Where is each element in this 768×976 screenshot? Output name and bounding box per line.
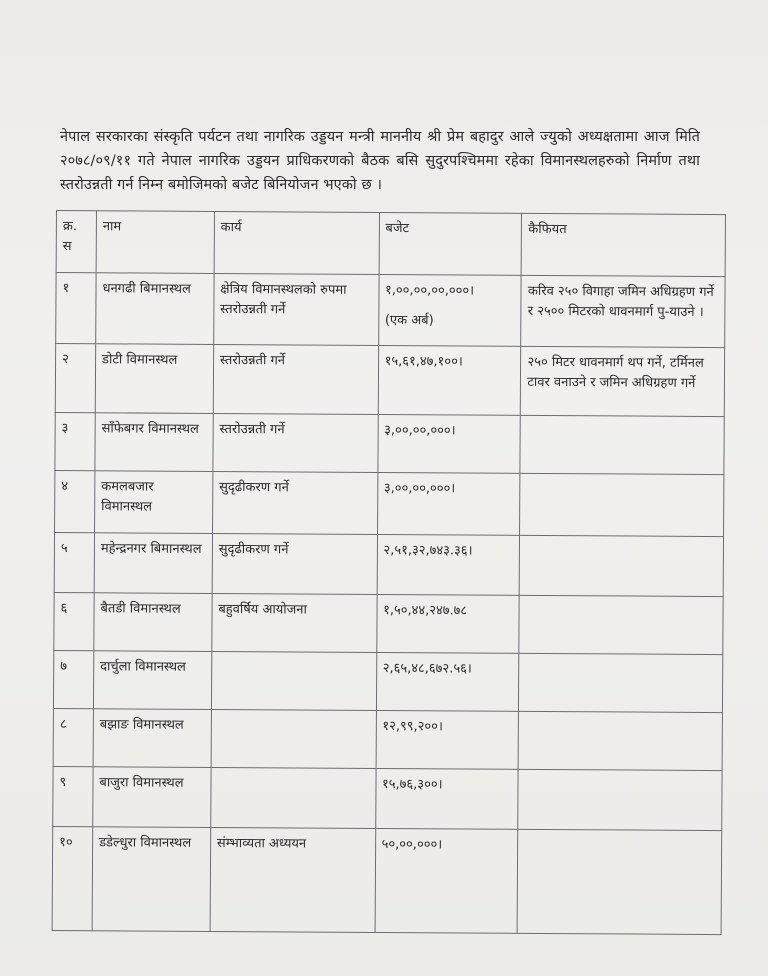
- row-airport-name: धनगढी बिमानस्थल: [96, 273, 214, 345]
- row-work: [211, 651, 376, 710]
- row-serial-number: ८: [53, 708, 93, 766]
- table-row: [56, 273, 725, 348]
- table-row: [55, 412, 724, 474]
- intro-paragraph: नेपाल सरकारका संस्कृति पर्यटन तथा नागरिक उड्डयन मन्त्री माननीय श्री प्रेम बहादुर आले ज्युको अध्यक्षतामा आज मिति २०७८/०९/११ गते नेपाल नागरिक उड्डयन प्राधिकरणको बैठक बसि सुदुरपश्चिममा रहेका विमानस्थलहरुको निर्माण तथा स्तरोउन्नती गर्न निम्न बमोजिमको बजेट बिनियोजन भएको छ ।: [60, 128, 700, 193]
- row-budget-amount: ३,००,००,०००।: [377, 472, 520, 535]
- row-work: बहुवर्षिय आयोजना: [212, 593, 377, 652]
- header-remark: कैफियत: [522, 213, 726, 276]
- row-remark: करिव २५० विगाहा जमिन अधिग्रहण गर्ने र २५०० मिटरको धावनमार्ग पु-याउने ।: [521, 275, 725, 347]
- row-budget-amount: १५,७६,३००।: [375, 768, 518, 829]
- table-row: [52, 826, 722, 934]
- row-work: स्तरोउन्नती गर्ने: [213, 344, 378, 414]
- row-airport-name: डोटी विमानस्थल: [95, 344, 213, 414]
- row-work: [211, 767, 376, 828]
- row-airport-name: कमलबजार विमानस्थल: [94, 471, 212, 534]
- row-serial-number: ३: [55, 412, 95, 470]
- row-work: सुदृढीकरण गर्ने: [212, 533, 377, 594]
- row-work: सुदृढीकरण गर्ने: [212, 471, 377, 534]
- table-header-row: [56, 211, 725, 277]
- header-budget: बजेट: [379, 212, 522, 275]
- table-row: [55, 344, 724, 417]
- header-work: कार्य: [214, 211, 379, 274]
- row-budget-amount: १,५०,४४,२४७.७८: [376, 594, 519, 653]
- row-serial-number: १: [56, 273, 96, 344]
- row-serial-number: ९: [53, 766, 93, 826]
- header-name: नाम: [96, 211, 214, 274]
- table-row: [55, 470, 724, 536]
- row-airport-name: साँफेबगर विमानस्थल: [95, 413, 213, 472]
- row-remark: [518, 711, 722, 770]
- row-serial-number: ७: [53, 650, 93, 708]
- row-serial-number: १०: [52, 826, 93, 930]
- row-budget-amount: १,००,००,००,०००।: [384, 283, 475, 299]
- budget-allocation-table: [52, 210, 726, 935]
- header-serial-number: क्र. स: [56, 211, 96, 273]
- row-work: संम्भाव्यता अध्ययन: [210, 827, 375, 932]
- row-remark: [520, 473, 724, 536]
- row-remark: [519, 653, 723, 712]
- row-budget-amount: १५,६१,४७,१००।: [378, 345, 521, 415]
- row-remark: [517, 829, 721, 934]
- row-airport-name: महेन्द्रनगर बिमानस्थल: [94, 533, 212, 594]
- row-remark: [520, 535, 724, 596]
- table-row: [54, 532, 723, 596]
- row-budget-note: (एक अर्ब): [384, 313, 434, 329]
- row-remark: [520, 415, 724, 474]
- row-airport-name: बाजुरा विमानस्थल: [93, 767, 211, 828]
- table-row: [53, 650, 722, 712]
- row-airport-name: डडेल्धुरा विमानस्थल: [92, 827, 210, 932]
- row-serial-number: ४: [55, 470, 95, 532]
- row-budget-amount: २,५१,३२,७४३.३६।: [377, 534, 520, 595]
- row-serial-number: २: [55, 344, 95, 413]
- row-serial-number: ६: [54, 592, 94, 650]
- row-budget-cell: [378, 274, 521, 346]
- row-remark: २५० मिटर धावनमार्ग थप गर्ने, टर्मिनल टावर वनाउने र जमिन अधिग्रहण गर्ने: [521, 346, 725, 416]
- row-work: स्तरोउन्नती गर्ने: [213, 413, 378, 472]
- row-airport-name: बझाङ विमानस्थल: [93, 709, 211, 768]
- row-budget-amount: २,६५,४८,६७२.५६।: [376, 652, 519, 711]
- row-work: [211, 709, 376, 768]
- table-row: [54, 592, 723, 654]
- row-remark: [519, 595, 723, 654]
- row-airport-name: बैतडी विमानस्थल: [94, 593, 212, 652]
- table-row: [53, 708, 722, 770]
- row-budget-amount: ३,००,००,०००।: [377, 414, 520, 473]
- table-row: [53, 766, 722, 830]
- row-serial-number: ५: [54, 532, 94, 592]
- row-budget-amount: ५०,००,०००।: [375, 828, 519, 933]
- row-remark: [518, 769, 722, 830]
- row-airport-name: दार्चुला विमानस्थल: [93, 651, 211, 710]
- row-work: क्षेत्रिय विमानस्थलको रुपमा स्तरोउन्नती गर्ने: [213, 273, 378, 345]
- row-budget-amount: १२,९९,२००।: [376, 710, 519, 769]
